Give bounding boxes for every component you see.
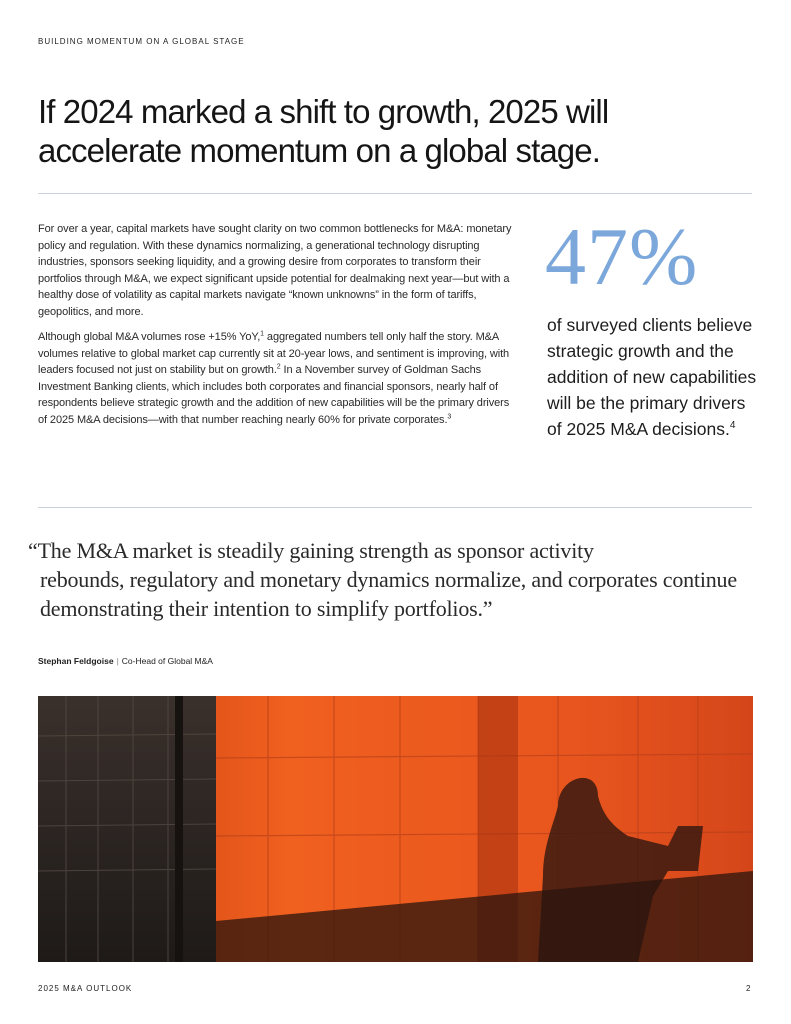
running-head: BUILDING MOMENTUM ON A GLOBAL STAGE xyxy=(38,37,245,46)
body-text xyxy=(38,221,516,437)
footer-publication: 2025 M&A OUTLOOK xyxy=(38,984,133,993)
footnote-ref: 2 xyxy=(276,363,281,371)
footnote-ref: 1 xyxy=(260,330,264,338)
mid-divider xyxy=(38,507,752,508)
stat-description: of surveyed clients believe strategic growth and the addition of new capabilities will be the primary drivers of 2025 M&A decisions.$^4$ xyxy=(547,315,757,439)
attribution-title: Co-Head of Global M&A xyxy=(121,656,213,666)
paragraph-2: Although global M&A volumes rose +15% YoY,$^1$ aggregated numbers tell only half the story. M&A volumes relative to global market cap currently sit at 20-year lows, and sentiment is improving, with leaders focused not just on stability but on growth.$^2$ In a November survey of Goldman Sachs Investment Banking clients, which includes both corporates and financial sponsors, nearly half of respondents believe strategic growth and the addition of new capabilities will be the primary drivers of 2025 M&A decisions—with that number reaching nearly 60% for private corporates.$^3$ xyxy=(38,330,510,426)
top-divider xyxy=(38,193,752,194)
orange-window-silhouette-image xyxy=(38,696,753,962)
footnote-ref: 3 xyxy=(447,412,452,420)
pull-quote xyxy=(28,536,768,623)
page-number: 2 xyxy=(746,984,751,993)
hero-photo xyxy=(38,696,753,962)
page-title: If 2024 marked a shift to growth, 2025 will accelerate momentum on a global stage. xyxy=(38,93,609,169)
quote-line-first: “The M&A market is steadily gaining strength as sponsor activity xyxy=(28,538,594,563)
attribution-separator: | xyxy=(116,656,119,666)
stat-footnote-ref: 4 xyxy=(729,420,736,432)
quote-line-rest: rebounds, regulatory and monetary dynamics normalize, and corporates continue demonstrating their intention to simplify portfolios.” xyxy=(40,567,737,621)
paragraph-1: For over a year, capital markets have sought clarity on two common bottlenecks for M&A: monetary policy and regulation. With these dynamics normalizing, a generational technology disrupting industries, sponsors seeking liquidity, and a growing desire from corporates to transform their portfolios through M&A, we expect significant upside potential for dealmaking next year—but with a healthy dose of volatility as capital markets navigate “known unknowns” in the form of tariffs, geopolitics, and more. xyxy=(38,223,512,318)
stat-number: 47% xyxy=(545,211,699,302)
attribution-name: Stephan Feldgoise xyxy=(38,656,114,666)
quote-attribution xyxy=(38,656,213,666)
